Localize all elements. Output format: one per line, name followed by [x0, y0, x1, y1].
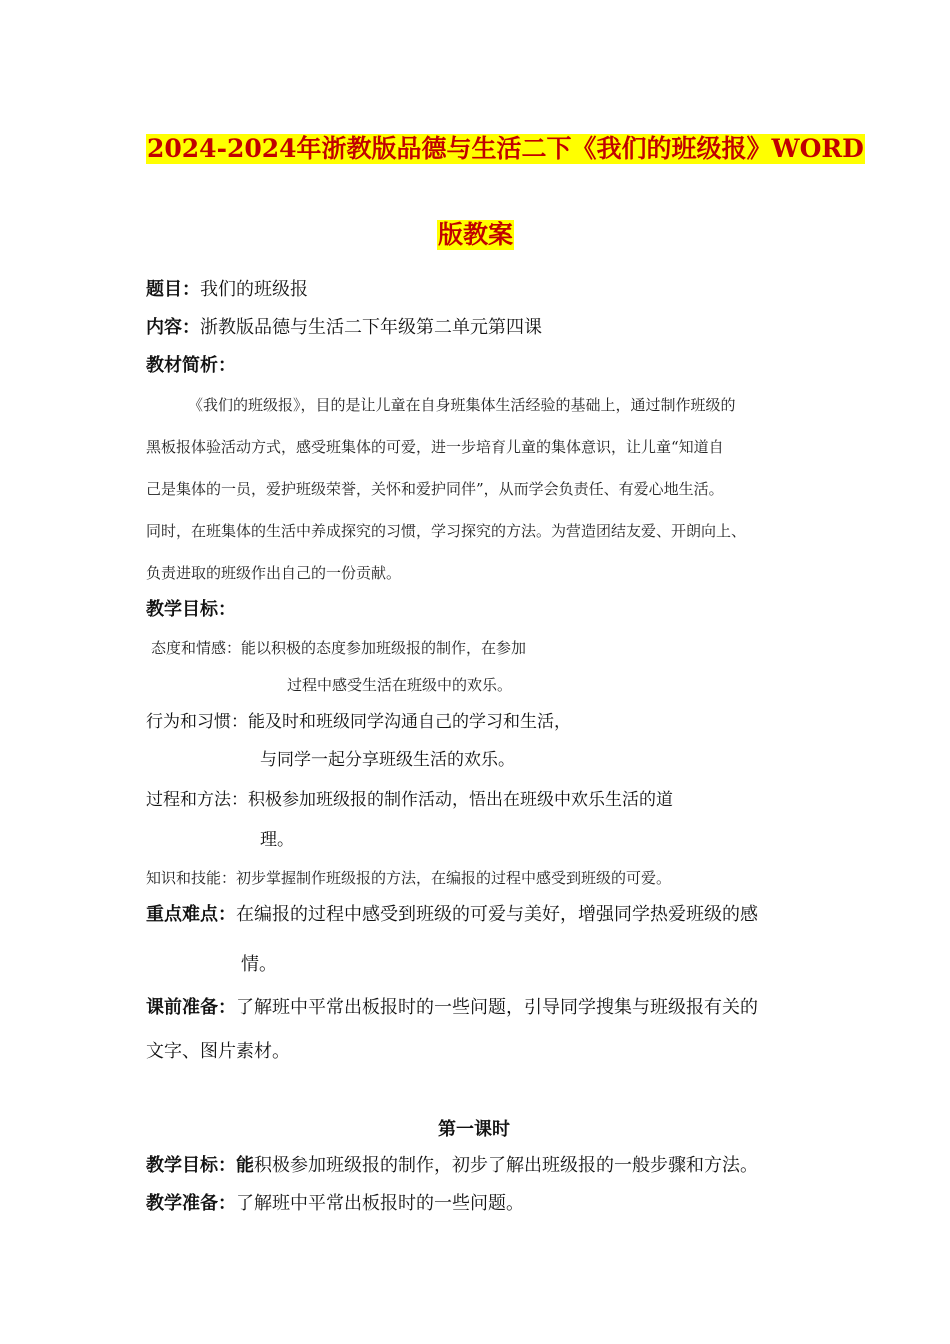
goal-behavior-line-1: 行为和习惯：能及时和班级同学沟通自己的学习和生活，	[146, 712, 571, 732]
content-value: 浙教版品德与生活二下年级第二单元第四课	[200, 317, 542, 338]
material-line-3: 己是集体的一员，爱护班级荣誉，关怀和爱护同伴”，从而学会负责任、有爱心地生活。	[146, 480, 724, 498]
key-line-2: 情。	[241, 954, 277, 975]
material-line-5: 负责进取的班级作出自己的一份贡献。	[146, 564, 402, 582]
lesson1-prep-row	[146, 1192, 524, 1216]
goal-knowledge: 知识和技能：初步掌握制作班级报的方法，在编报的过程中感受到班级的可爱。	[146, 869, 672, 887]
topic-value: 我们的班级报	[200, 279, 308, 300]
content-row	[146, 316, 542, 340]
key-label: 重点难点：	[146, 904, 236, 925]
goal-behavior-line-2: 与同学一起分享班级生活的欢乐。	[260, 750, 515, 770]
prep-row	[146, 996, 758, 1020]
goal-process-line-1: 过程和方法：积极参加班级报的制作活动，悟出在班级中欢乐生活的道	[146, 790, 673, 810]
lesson1-heading: 第一课时	[438, 1119, 510, 1140]
prep-label: 课前准备：	[146, 997, 236, 1018]
lesson1-goal-label: 教学目标：	[146, 1155, 236, 1176]
topic-label: 题目：	[146, 279, 200, 300]
topic-row	[146, 278, 308, 302]
goal-attitude-line-1: 态度和情感：能以积极的态度参加班级报的制作，在参加	[151, 639, 527, 657]
material-line-1: 《我们的班级报》，目的是让儿童在自身班集体生活经验的基础上，通过制作班级的	[188, 396, 736, 414]
goal-process-line-2: 理。	[260, 830, 294, 850]
lesson1-prep-label: 教学准备：	[146, 1193, 236, 1214]
prep-line-1: 了解班中平常出板报时的一些问题，引导同学搜集与班级报有关的	[236, 997, 758, 1018]
key-line-1: 在编报的过程中感受到班级的可爱与美好，增强同学热爱班级的感	[236, 904, 758, 925]
material-line-2: 黑板报体验活动方式，感受班集体的可爱，进一步培育儿童的集体意识，让儿童“知道自	[146, 438, 724, 456]
lesson1-goal-row	[146, 1154, 758, 1178]
lesson1-prep-text: 了解班中平常出板报时的一些问题。	[236, 1193, 524, 1214]
lesson1-goal-bold: 能	[236, 1155, 254, 1176]
prep-line-2: 文字、图片素材。	[146, 1041, 290, 1062]
title-line-2: 版教案	[438, 220, 514, 249]
content-label: 内容：	[146, 317, 200, 338]
material-line-4: 同时，在班集体的生活中养成探究的习惯，学习探究的方法。为营造团结友爱、开朗向上、	[146, 522, 747, 540]
material-label: 教材简析：	[146, 355, 236, 376]
key-row	[146, 903, 758, 927]
lesson1-goal-text: 积极参加班级报的制作，初步了解出班级报的一般步骤和方法。	[254, 1155, 758, 1176]
title-line-1: 2024-2024年浙教版品德与生活二下《我们的班级报》WORD	[147, 134, 864, 163]
goals-label: 教学目标：	[146, 599, 236, 620]
goal-attitude-line-2: 过程中感受生活在班级中的欢乐。	[287, 676, 513, 694]
